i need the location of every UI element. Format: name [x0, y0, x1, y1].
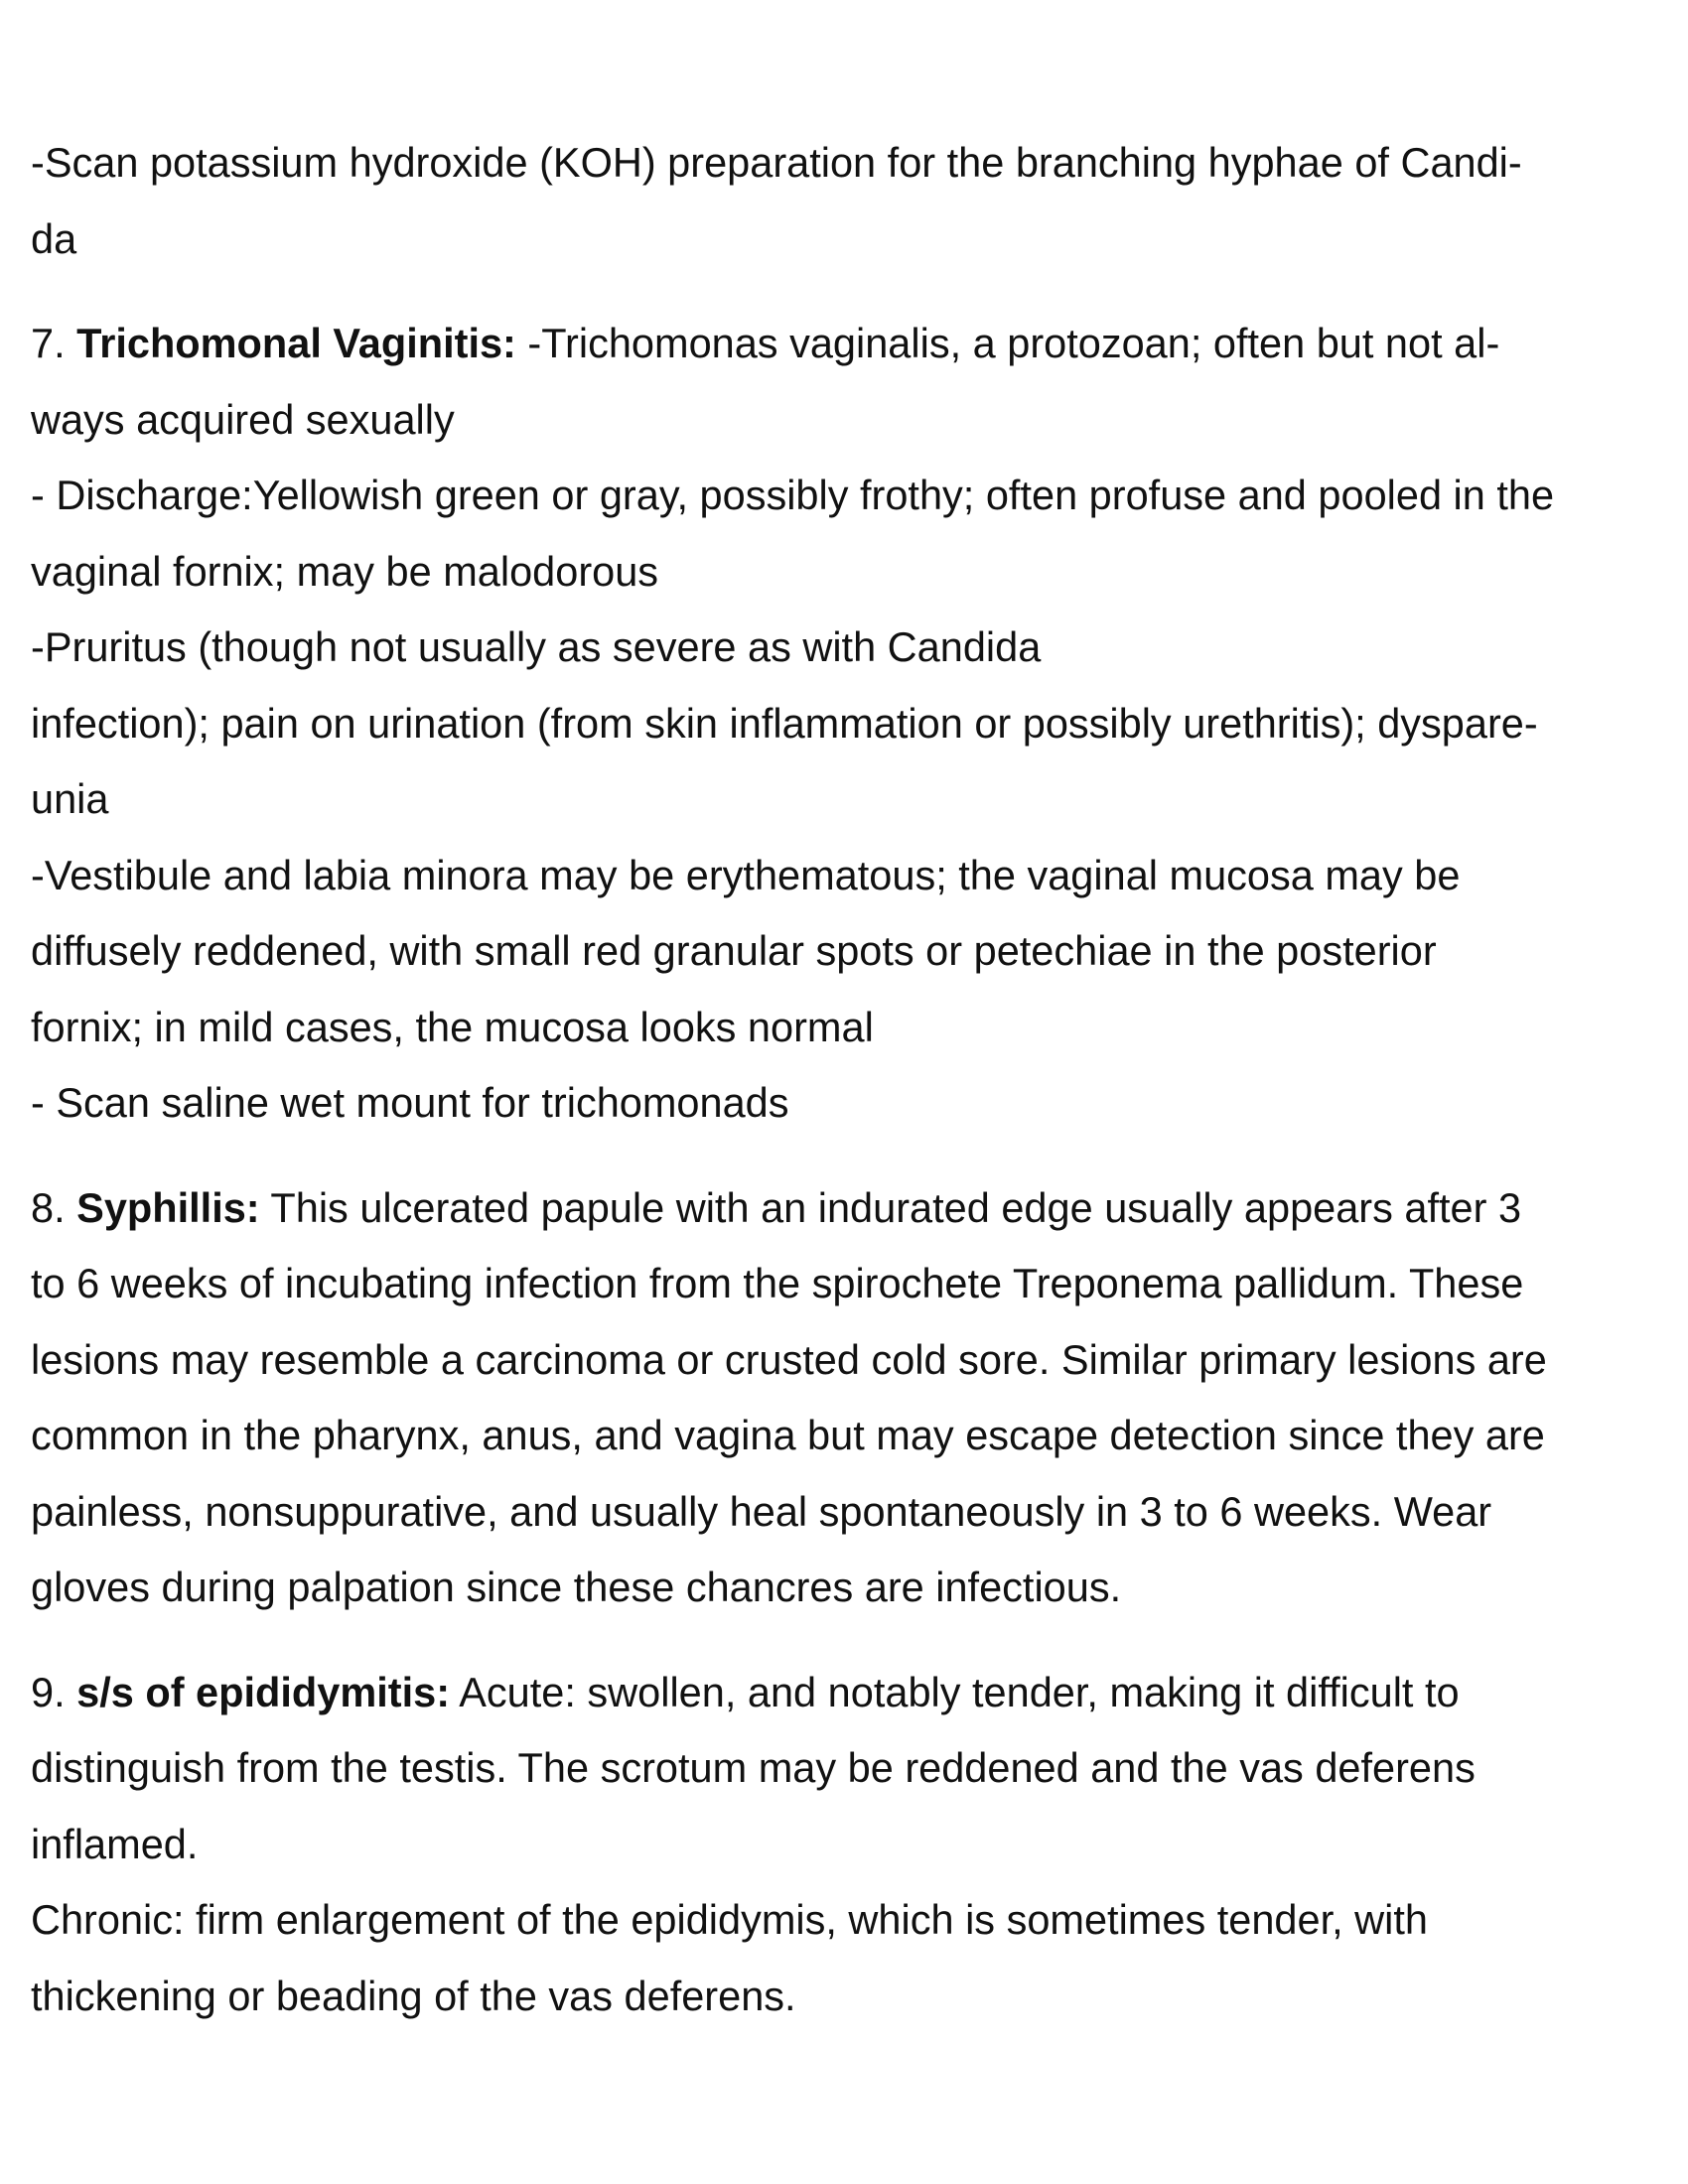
section-heading-line	[31, 1170, 1659, 1247]
paragraph-gap	[31, 1142, 1659, 1170]
document-page	[31, 125, 1659, 2034]
section-number: 7.	[31, 320, 77, 366]
text-line: infection); pain on urination (from skin inflammation or possibly urethritis); dyspare-	[31, 699, 1538, 747]
trichomonal-section	[31, 306, 1659, 1142]
text-line: diffusely reddened, with small red granular spots or petechiae in the posterior	[31, 927, 1437, 974]
paragraph-gap	[31, 277, 1659, 306]
text-line: distinguish from the testis. The scrotum may be reddened and the vas deferens	[31, 1744, 1476, 1791]
section-heading-rest: Acute: swollen, and notably tender, making it difficult to	[450, 1668, 1460, 1715]
text-line: - Scan saline wet mount for trichomonads	[31, 1079, 789, 1126]
text-line: common in the pharynx, anus, and vagina but may escape detection since they are	[31, 1412, 1545, 1458]
text-line: thickening or beading of the vas deferens.	[31, 1972, 796, 2019]
section-heading-line	[31, 1655, 1659, 1731]
text-line: fornix; in mild cases, the mucosa looks normal	[31, 1003, 874, 1050]
koh-paragraph	[31, 125, 1659, 277]
text-line: -Pruritus (though not usually as severe as with Candida	[31, 623, 1042, 670]
text-line: da	[31, 214, 77, 262]
text-line: Chronic: firm enlargement of the epididymis, which is sometimes tender, with	[31, 1896, 1428, 1943]
text-line: painless, nonsuppurative, and usually heal spontaneously in 3 to 6 weeks. Wear	[31, 1487, 1492, 1535]
section-heading: Syphillis:	[76, 1183, 260, 1231]
text-line: to 6 weeks of incubating infection from the spirochete Treponema pallidum. These	[31, 1260, 1524, 1306]
syphilis-section	[31, 1170, 1659, 1626]
section-heading-rest: This ulcerated papule with an indurated edge usually appears after 3	[259, 1183, 1522, 1231]
text-line: gloves during palpation since these chancres are infectious.	[31, 1564, 1122, 1610]
section-number: 8.	[31, 1183, 77, 1231]
text-line: lesions may resemble a carcinoma or crusted cold sore. Similar primary lesions are	[31, 1335, 1547, 1383]
section-heading: Trichomonal Vaginitis:	[76, 320, 516, 366]
section-number: 9.	[31, 1668, 77, 1715]
text-line: ways acquired sexually	[31, 395, 455, 443]
text-line: -Scan potassium hydroxide (KOH) preparation for the branching hyphae of Candi-	[31, 139, 1522, 186]
text-line: unia	[31, 775, 109, 822]
text-line: - Discharge:Yellowish green or gray, possibly frothy; often profuse and pooled in the	[31, 472, 1555, 518]
text-line: inflamed.	[31, 1820, 199, 1867]
text-line: -Vestibule and labia minora may be erythematous; the vaginal mucosa may be	[31, 851, 1461, 898]
text-line: vaginal fornix; may be malodorous	[31, 547, 659, 595]
epididymitis-section	[31, 1655, 1659, 2035]
section-heading: s/s of epididymitis:	[76, 1668, 451, 1715]
section-heading-line	[31, 306, 1659, 382]
section-heading-rest: -Trichomonas vaginalis, a protozoan; often but not al-	[515, 320, 1500, 366]
paragraph-gap	[31, 1626, 1659, 1655]
